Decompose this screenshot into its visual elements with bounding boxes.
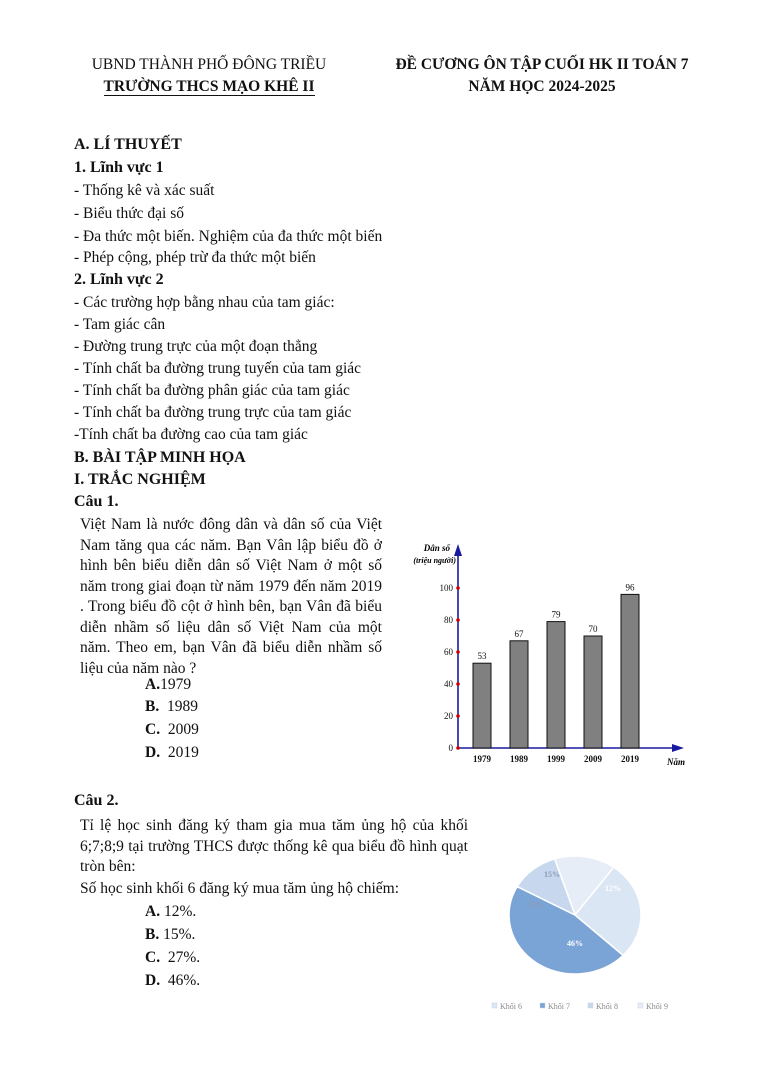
y-tick-label: 60: [444, 647, 453, 657]
section-theory-title: A. LÍ THUYẾT: [74, 136, 182, 153]
x-tick-label: 1999: [547, 754, 565, 764]
x-tick-label: 2019: [621, 754, 639, 764]
bar: [584, 636, 602, 748]
x-tick-label: 1979: [473, 754, 491, 764]
bar-value-label: 79: [551, 609, 561, 620]
legend-label: Khối 6: [500, 1002, 522, 1011]
bar-value-label: 96: [625, 582, 635, 593]
question-1-option-c[interactable]: C. 2009: [145, 721, 199, 738]
field1-title: 1. Lĩnh vực 1: [74, 159, 164, 176]
bar: [621, 594, 639, 748]
school-name: TRƯỜNG THCS MẠO KHÊ II: [103, 78, 315, 95]
header-right-line1: [372, 56, 712, 74]
question-2-text: Tỉ lệ học sinh đăng ký tham gia mua tăm ủng hộ của khối 6;7;8;9 tại trường THCS được thống kê qua biểu đồ hình quạt tròn bên:: [80, 817, 468, 875]
header-left-line2: [80, 78, 338, 96]
field2-title: 2. Lĩnh vực 2: [74, 271, 164, 288]
y-tick-label: 0: [448, 743, 453, 753]
header-right-line2: [372, 78, 712, 96]
x-axis-arrow: [672, 744, 684, 752]
y-tick-label: 100: [439, 583, 453, 593]
y-tick-marker: [456, 746, 460, 750]
pie-slice-label: 46%: [567, 939, 583, 948]
pie-slice-label: 12%: [528, 900, 544, 909]
x-axis-label: Năm: [667, 757, 685, 767]
bar: [473, 663, 491, 748]
x-tick-label: 1989: [510, 754, 528, 764]
section-exercises-title: B. BÀI TẬP MINH HỌA: [74, 449, 246, 466]
y-tick-marker: [456, 714, 460, 718]
bar-value-label: 67: [514, 628, 524, 639]
pie-slice-label: 15%: [544, 870, 560, 879]
bar: [510, 641, 528, 748]
grade-pie-chart: [480, 840, 700, 1025]
field2-item: - Tính chất ba đường trung trực của tam giác: [74, 404, 352, 421]
y-tick-label: 20: [444, 711, 453, 721]
x-tick-label: 2009: [584, 754, 602, 764]
question-2-option-c[interactable]: C. 27%.: [145, 949, 201, 966]
field2-item: - Tính chất ba đường trung tuyến của tam giác: [74, 360, 362, 377]
bar-value-label: 53: [477, 651, 487, 662]
field1-item: - Biểu thức đại số: [74, 205, 184, 222]
y-tick-marker: [456, 586, 460, 590]
legend-label: Khối 8: [596, 1002, 618, 1011]
school-year: NĂM HỌC 2024-2025: [468, 78, 616, 95]
legend-swatch: [540, 1003, 545, 1008]
y-tick-marker: [456, 650, 460, 654]
question-2-option-a[interactable]: A. 12%.: [145, 903, 197, 920]
legend-swatch: [492, 1003, 497, 1008]
field2-item: -Tính chất ba đường cao của tam giác: [74, 426, 308, 443]
multiple-choice-title: I. TRẮC NGHIỆM: [74, 471, 206, 488]
legend-label: Khối 7: [548, 1002, 570, 1011]
question-1-label: Câu 1.: [74, 493, 119, 510]
y-tick-label: 80: [444, 615, 453, 625]
question-2-option-b[interactable]: B. 15%.: [145, 926, 196, 943]
y-tick-marker: [456, 682, 460, 686]
question-1-option-a[interactable]: A.1979: [145, 676, 192, 693]
bar-value-label: 70: [588, 624, 598, 634]
field2-item: - Đường trung trực của một đoạn thẳng: [74, 338, 318, 355]
y-tick-marker: [456, 618, 460, 622]
y-axis-label-unit: (triệu người): [413, 556, 456, 565]
pie-slice-label: 12%: [605, 884, 621, 893]
field1-item: - Thống kê và xác suất: [74, 182, 215, 199]
field2-item: - Tính chất ba đường phân giác của tam giác: [74, 382, 350, 399]
field1-item: - Phép cộng, phép trừ đa thức một biến: [74, 249, 316, 266]
legend-label: Khối 9: [646, 1002, 668, 1011]
question-1-option-b[interactable]: B. 1989: [145, 698, 198, 715]
y-tick-label: 40: [444, 679, 453, 689]
document-title: ĐỀ CƯƠNG ÔN TẬP CUỐI HK II TOÁN 7: [395, 56, 689, 73]
field1-item: - Đa thức một biến. Nghiệm của đa thức một biến: [74, 228, 383, 245]
question-2-label: Câu 2.: [74, 792, 119, 809]
population-bar-chart: [380, 530, 690, 775]
bar: [547, 622, 565, 748]
y-axis-arrow: [454, 544, 462, 556]
header-left-line1: UBND THÀNH PHỐ ĐÔNG TRIỀU: [91, 56, 327, 73]
question-1-option-d[interactable]: D. 2019: [145, 744, 199, 761]
question-1-text: Việt Nam là nước đông dân và dân số của Việt Nam tăng qua các năm. Bạn Vân lập biểu đồ ở hình bên biểu diễn dân số Việt Nam ở một số năm trong giai đoạn từ năm 1979 đến năm 2019 . Trong biểu đồ cột ở hình bên, bạn Vân đã biểu diễn nhầm số liệu dân số Việt Nam của một năm. Theo em, bạn Vân đã biểu diễn nhầm số liệu của năm nào ?: [80, 516, 382, 677]
question-2-prompt: Số học sinh khối 6 đăng ký mua tăm ủng hộ chiếm:: [80, 880, 400, 897]
y-axis-label: Dân số: [423, 543, 450, 553]
field2-item: - Tam giác cân: [74, 316, 166, 333]
legend-swatch: [638, 1003, 643, 1008]
question-2-option-d[interactable]: D. 46%.: [145, 972, 201, 989]
legend-swatch: [588, 1003, 593, 1008]
field2-item: - Các trường hợp bằng nhau của tam giác:: [74, 294, 335, 311]
